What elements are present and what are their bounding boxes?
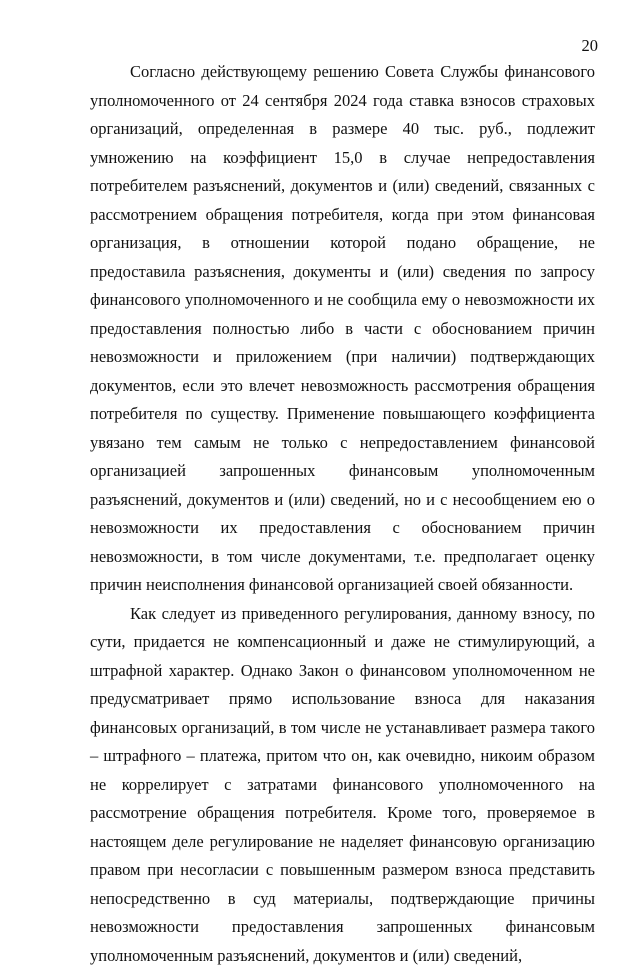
paragraph-1: Согласно действующему решению Совета Службы финансового уполномоченного от 24 сентября 2024 года ставка взносов страховых организаций, определенная в размере 40 тыс. руб., подлежит умножению на коэффициент 15,0 в случае непредоставления потребителем разъяснений, документов и (или) сведений, связанных с рассмотрением обращения потребителя, когда при этом финансовая организация, в отношении которой подано обращение, не предоставила разъяснения, документы и (или) сведения по запросу финансового уполномоченного и не сообщила ему о невозможности их предоставления полностью либо в части с обоснованием причин невозможности и приложением (при наличии) подтверждающих документов, если это влечет невозможность рассмотрения обращения потребителя по существу. Применение повышающего коэффициента увязано тем самым не только с непредоставлением финансовой организацией запрошенных финансовым уполномоченным разъяснений, документов и (или) сведений, но и с несообщением ею о невозможности их предоставления с обоснованием причин невозможности, в том числе документами, т.е. предполагает оценку причин неисполнения финансовой организацией своей обязанности. <box>90 58 595 600</box>
page-number: 20 <box>582 36 599 56</box>
document-body <box>90 58 595 970</box>
paragraph-2: Как следует из приведенного регулирования, данному взносу, по сути, придается не компенсационный и даже не стимулирующий, а штрафной характер. Однако Закон о финансовом уполномоченном не предусматривает прямо использование взноса для наказания финансовых организаций, в том числе не устанавливает размера такого – штрафного – платежа, притом что он, как очевидно, никоим образом не коррелирует с затратами финансового уполномоченного на рассмотрение обращения потребителя. Кроме того, проверяемое в настоящем деле регулирование не наделяет финансовую организацию правом при несогласии с повышенным размером взноса представить непосредственно в суд материалы, подтверждающие причины невозможности предоставления запрошенных финансовым уполномоченным разъяснений, документов и (или) сведений, <box>90 600 595 970</box>
